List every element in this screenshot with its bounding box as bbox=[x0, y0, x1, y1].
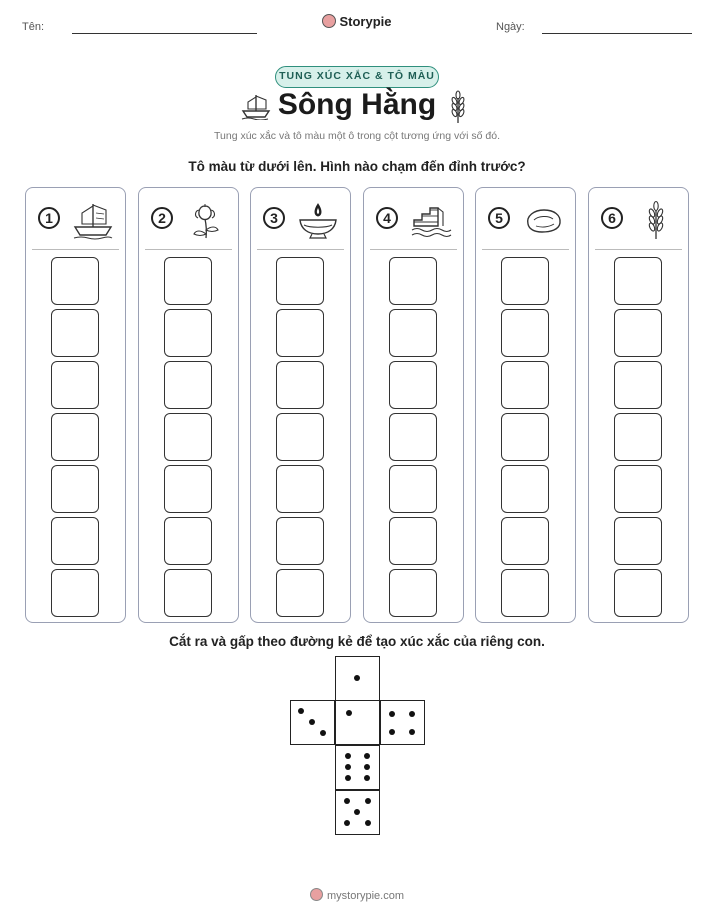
color-box[interactable] bbox=[614, 257, 662, 305]
bear-logo-icon bbox=[322, 14, 336, 28]
color-box[interactable] bbox=[614, 309, 662, 357]
date-label: Ngày: bbox=[496, 21, 525, 33]
pip bbox=[345, 764, 351, 770]
color-box[interactable] bbox=[51, 413, 99, 461]
pip bbox=[364, 753, 370, 759]
column-number: 5 bbox=[488, 207, 510, 229]
river-steps-icon bbox=[410, 200, 452, 240]
color-box[interactable] bbox=[614, 569, 662, 617]
column-number: 6 bbox=[601, 207, 623, 229]
color-box[interactable] bbox=[164, 569, 212, 617]
pip bbox=[298, 708, 304, 714]
wheat-icon bbox=[635, 200, 677, 240]
color-box[interactable] bbox=[614, 413, 662, 461]
pip bbox=[389, 711, 395, 717]
color-box[interactable] bbox=[389, 257, 437, 305]
color-box[interactable] bbox=[614, 465, 662, 513]
pip bbox=[409, 729, 415, 735]
color-box[interactable] bbox=[501, 361, 549, 409]
pip bbox=[354, 809, 360, 815]
name-label: Tên: bbox=[22, 21, 45, 33]
name-line[interactable] bbox=[72, 33, 257, 34]
color-box[interactable] bbox=[614, 517, 662, 565]
column-6 bbox=[588, 187, 689, 623]
color-box[interactable] bbox=[501, 257, 549, 305]
pip bbox=[389, 729, 395, 735]
cut-instruction: Cắt ra và gấp theo đường kẻ để tạo xúc xắc của riêng con. bbox=[169, 634, 545, 649]
subtitle: Tung xúc xắc và tô màu một ô trong cột tương ứng với số đó. bbox=[214, 130, 500, 142]
pip bbox=[365, 798, 371, 804]
color-box[interactable] bbox=[276, 361, 324, 409]
color-box[interactable] bbox=[51, 465, 99, 513]
color-box[interactable] bbox=[501, 465, 549, 513]
color-box[interactable] bbox=[389, 465, 437, 513]
flower-icon bbox=[185, 200, 227, 240]
color-box[interactable] bbox=[51, 361, 99, 409]
pip bbox=[345, 753, 351, 759]
boat-icon bbox=[72, 200, 114, 240]
color-box[interactable] bbox=[51, 569, 99, 617]
bear-logo-icon bbox=[310, 888, 323, 901]
column-4 bbox=[363, 187, 464, 623]
color-box[interactable] bbox=[389, 517, 437, 565]
die-face-1 bbox=[335, 700, 380, 745]
stone-icon bbox=[522, 200, 564, 240]
pip bbox=[354, 675, 360, 681]
color-box[interactable] bbox=[276, 257, 324, 305]
wheat-title-icon bbox=[448, 90, 468, 124]
pip bbox=[309, 719, 315, 725]
color-box[interactable] bbox=[389, 569, 437, 617]
color-box[interactable] bbox=[276, 569, 324, 617]
color-box[interactable] bbox=[276, 465, 324, 513]
column-3 bbox=[250, 187, 351, 623]
pip bbox=[320, 730, 326, 736]
brand-logo bbox=[0, 14, 714, 29]
die-face-4 bbox=[380, 700, 425, 745]
column-number: 2 bbox=[151, 207, 173, 229]
color-box[interactable] bbox=[389, 413, 437, 461]
pip bbox=[409, 711, 415, 717]
color-box[interactable] bbox=[164, 517, 212, 565]
activity-badge: TUNG XÚC XẮC & TÔ MÀU bbox=[275, 66, 439, 88]
pip bbox=[344, 820, 350, 826]
color-box[interactable] bbox=[276, 309, 324, 357]
color-box[interactable] bbox=[164, 309, 212, 357]
column-5 bbox=[475, 187, 576, 623]
color-box[interactable] bbox=[389, 309, 437, 357]
column-2 bbox=[138, 187, 239, 623]
color-box[interactable] bbox=[276, 517, 324, 565]
pip bbox=[344, 798, 350, 804]
pip bbox=[364, 775, 370, 781]
footer bbox=[0, 888, 714, 902]
color-box[interactable] bbox=[164, 361, 212, 409]
color-box[interactable] bbox=[276, 413, 324, 461]
brand-name: Storypie bbox=[339, 14, 392, 29]
coloring-instruction: Tô màu từ dưới lên. Hình nào chạm đến đỉnh trước? bbox=[188, 159, 526, 174]
pip bbox=[365, 820, 371, 826]
color-box[interactable] bbox=[51, 517, 99, 565]
column-number: 1 bbox=[38, 207, 60, 229]
color-box[interactable] bbox=[51, 309, 99, 357]
die-face-6 bbox=[335, 745, 380, 790]
pip bbox=[364, 764, 370, 770]
pip bbox=[345, 775, 351, 781]
color-box[interactable] bbox=[501, 309, 549, 357]
die-face-5 bbox=[335, 790, 380, 835]
color-box[interactable] bbox=[164, 465, 212, 513]
die-face-3 bbox=[290, 700, 335, 745]
pip bbox=[346, 710, 352, 716]
color-box[interactable] bbox=[51, 257, 99, 305]
color-box[interactable] bbox=[164, 413, 212, 461]
color-box[interactable] bbox=[614, 361, 662, 409]
page-title: Sông Hằng bbox=[277, 88, 437, 121]
color-box[interactable] bbox=[164, 257, 212, 305]
column-number: 3 bbox=[263, 207, 285, 229]
column-1 bbox=[25, 187, 126, 623]
color-box[interactable] bbox=[501, 569, 549, 617]
oil-lamp-icon bbox=[297, 200, 339, 240]
color-box[interactable] bbox=[501, 413, 549, 461]
die-face-1 bbox=[335, 656, 380, 701]
color-box[interactable] bbox=[501, 517, 549, 565]
column-number: 4 bbox=[376, 207, 398, 229]
color-box[interactable] bbox=[389, 361, 437, 409]
footer-url[interactable]: mystorypie.com bbox=[326, 890, 405, 902]
date-line[interactable] bbox=[542, 33, 692, 34]
